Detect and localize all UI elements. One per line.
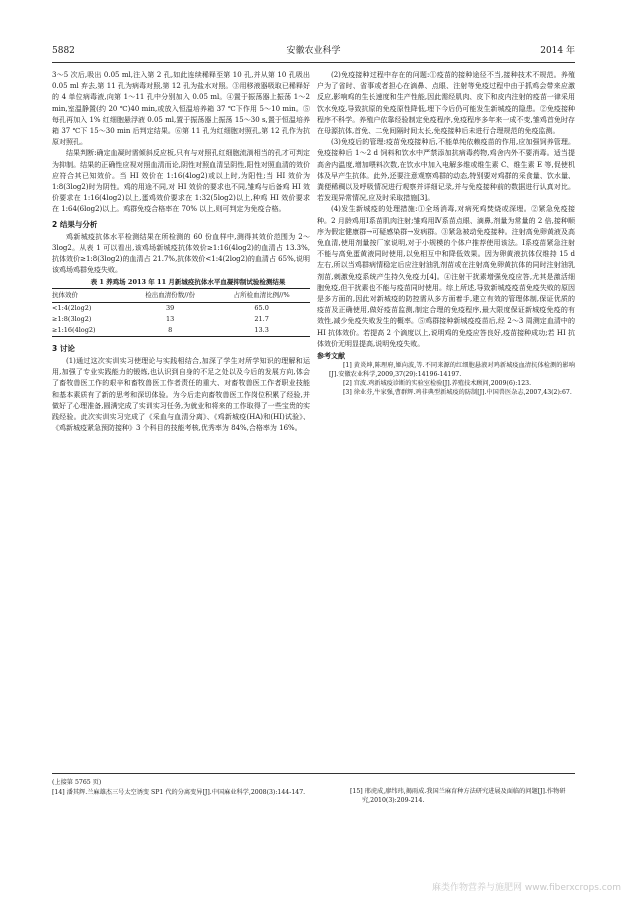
problems-paragraph: (2)免疫接种过程中存在的问题:①疫苗的接种途径不当,接种技术不规范。养殖户为了省时、省事或者担心在滴鼻、点眼、注射等免疫过程中由于抓鸡会带来应激反应,影响鸡的生长速度和生产性能,因此需经肌肉、皮下和皮内注射的疫苗一律采用饮水免疫,导致抗原的免疫原性降低,埋下今后仍可能发生新城疫的隐患。②免疫接种程序不科学。养殖户依靠经验制定免疫程序,免疫程序多年来一成不变,雏鸡首免时存在母源抗体,首免、二免间隔时间太长,免疫接种后未进行合理规范的免疫监测。 [317,71,575,136]
table-caption: 表 1 养鸡场 2013 年 11 月新城疫抗体水平血凝抑制试验检测结果 [90,277,286,286]
footer-reference: [14] 潘其辉.兰麻雄杰三号太空诱变 SP1 代的分离变异[J].中国麻业科学,2008(3):144-147. [52,788,306,796]
table-cell: 13.3 [213,325,310,337]
reference-item: [3] 徐业芬,牛家强,曹群辉.鸡非典型新城疫的防制[J].中国兽医杂志,2007,43(2):67. [343,389,572,397]
footer-left [52,778,310,797]
journal-year: 2014 年 [540,46,575,56]
measures-paragraph: (4)发生新城疫的处理措施:①全场消毒,对病死鸡焚烧或深埋。②紧急免疫接种。2 月龄鸡用I系苗肌肉注射;雏鸡用Ⅳ系苗点眼、滴鼻,剂量为常量的 2 倍,接种顺序为假定健康群→可疑感染群→发病群。③紧急被动免疫接种。注射高免卵黄液及高免血清,使用剂量按厂家说明,对于小规模的个体户推荐使用该法。I系疫苗紧急注射不能与高免蛋黄液同时使用,以免相互中和降低效果。因为卵黄液抗体仅维持 15 d 左右,所以当鸡群病情稳定后应注射油乳剂苗或在注射高免卵黄抗体的同时注射油乳剂苗,刺激免疫系统产生持久免疫力[4]。④注射干扰素增强免疫应答,尤其是激活细胞免疫,但干扰素也不能与疫苗同时使用。综上所述,导致新城疫疫苗免疫失败的原因是多方面的,因此对新城疫的防控需从多方面着手,建立有效的管理体制,保证优质的疫苗及正确使用,做好疫苗监测,制定合理的免疫程序,最大限度保证新城疫免疫的有效性,减少免疫失败发生的概率。⑤鸡群接种新城疫疫苗后,经 2～3 周测定血清中的 HI 抗体效价。若提高 2 个滴度以上,说明鸡的免疫应答良好,疫苗接种成功;若 HI 抗体效价无明显提高,说明免疫失败。 [317,205,575,348]
site-watermark: 麻类作物营养与施肥网 www.fiberxcrops.com [432,883,621,893]
page-number: 5882 [52,46,75,56]
table-header-cell: 检出血清份数//份 [127,288,213,302]
table-header-cell: 抗体效价 [52,288,127,302]
table-cell: 8 [127,325,213,337]
reference-item: [1] 黄炎坤,陈理府,姬向波,等.不同来源的红细胞悬液对鸡新城疫血清抗体检测的影响[J].安徽农业科学,2009,37(29):14196-14197. [329,362,575,379]
table-cell: 21.7 [254,314,269,323]
right-column [317,70,575,397]
table-cell: 65.0 [254,303,269,312]
table-cell: 39 [166,303,175,312]
management-paragraph: (3)免疫后的管理:疫苗免疫接种后,不能单纯依赖疫苗的作用,应加强饲养管理。免疫接种后 1～2 d 饲料和饮水中严禁添加抗病毒药物,鸡舍内外不要消毒。适当提高舍内温度,增加喂料次数,在饮水中加入电解多维或维生素 C、维生素 E 等,促使机体及早产生抗体。此外,还要注意观察鸡群的动态,特别要对鸡群的采食量、饮水量、粪便稀稠以及呼吸情况进行观察并详细记录,并与免疫接种前的数据进行认真对比。若发现异常情况,应及时采取措施[3]。 [317,138,575,203]
section-3-heading: 3 讨论 [52,343,75,353]
table-cell: ≥1:8(3log2) [52,314,92,323]
discussion-paragraph: (1)通过这次实训实习使理论与实践相结合,加深了学生对所学知识的理解和运用,加强了专业实践能力的锻炼,也认识到自身的不足之处以及今后的发展方向,体会了畜牧兽医工作的艰辛和畜牧兽医工作者责任的重大、对畜牧兽医工作者职业技能和基本素质有了新的思考和深切体验。为今后走向畜牧兽医工作岗位积累了经验,并做好了心理准备,圆满完成了实训实习任务,为就业和将来的工作取得了一些宝贵的实践经验。此次实训实习完成了《采血与血清分离》、《鸡新城疫(HA)和(HI)试验》、《鸡新城疫紧急预防接种》3 个科目的技能考核,优秀率为 84%,合格率为 16%。 [52,357,310,433]
reference-item: [2] 宫波.鸡新城疫诊断的实验室检验[J].养殖技术顾问,2009(6):123. [343,380,532,388]
continued-note: (上接第 5765 页) [52,779,102,786]
results-table [52,288,310,337]
table-row [52,302,310,314]
journal-name: 安徽农业科学 [286,46,341,56]
result-judgement-paragraph: 结果判断:确定血凝时需倾斜反应板,只有与对照孔红细胞流淌相当的孔才可判定为抑制。结果的正确性应视对照血清而论,阴性对照血清呈阴性,阳性对照血清的效价应符合其已知效价。当 HI 效价在 1:16(4log2)或以上时,为阳性;当 HI 效价为 1:8(3log2)时为阴性。鸡的用途不同,对 HI 效价的要求也不同,雏鸡与后备鸡 HI 效价要求在 1:16(4log2)以上,蛋鸡效价要求在 1:32(5log2)以上,种鸡 HI 效价要求在 1:64(6log2)以上。鸡群免疫合格率在 70% 以上,则可判定为免疫合格。 [52,149,310,214]
footer-reference: [15] 邢虎成,廖纬玮,揭雨成.我国兰麻育种方法研究进展及面临的问题[J].作物研究,2010(3):209-214. [350,788,566,804]
footer-rule [52,773,575,774]
running-header [52,44,575,58]
table-cell: <1:4(2log2) [52,303,92,312]
table-row [52,325,310,337]
table-row [52,314,310,325]
table-header-row [52,288,310,302]
left-column [52,70,310,434]
table-header-cell: 占所检血清比例//% [213,288,310,302]
footer-right [350,787,575,805]
references-heading: 参考文献 [317,351,345,361]
method-steps-paragraph: 3～5 次后,吸出 0.05 ml,注入第 2 孔,如此连续稀释至第 10 孔,并从第 10 孔吸出 0.05 ml 弃去,第 11 孔为病毒对照,第 12 孔为盐水对照。③用移液器吸取已稀释好的 4 单位病毒液,向第 1～11 孔中分别加入 0.05 ml。④置于振荡器上振荡 1～2 min,室温静置(约 20 ℃)40 min,或放入恒温培养箱 37 ℃下作用 5～10 min。⑤每孔再加入 1% 红细胞悬浮液 0.05 ml,置于振荡器上振荡 15～30 s,置于恒温培养箱 37 ℃下 15～30 min 后判定结果。⑥第 11 孔为红细胞对照孔,第 12 孔作为抗原对照孔。 [52,71,310,147]
results-paragraph: 鸡新城疫抗体水平检测结果在所检测的 60 份血样中,测得其效价范围为 2～3log2。从表 1 可以看出,该鸡场新城疫抗体效价≥1:16(4log2)的血清占 13.3%,抗体效价≥1:8(3log2)的血清占 21.7%,抗体效价<1:4(2log2)的血清占 65%,说明该鸡场鸡群免疫失败。 [52,232,310,275]
table-cell: ≥1:16(4log2) [52,325,127,337]
table-cell: 13 [166,314,175,323]
section-2-heading: 2 结果与分析 [52,219,98,229]
header-rule [52,62,575,63]
